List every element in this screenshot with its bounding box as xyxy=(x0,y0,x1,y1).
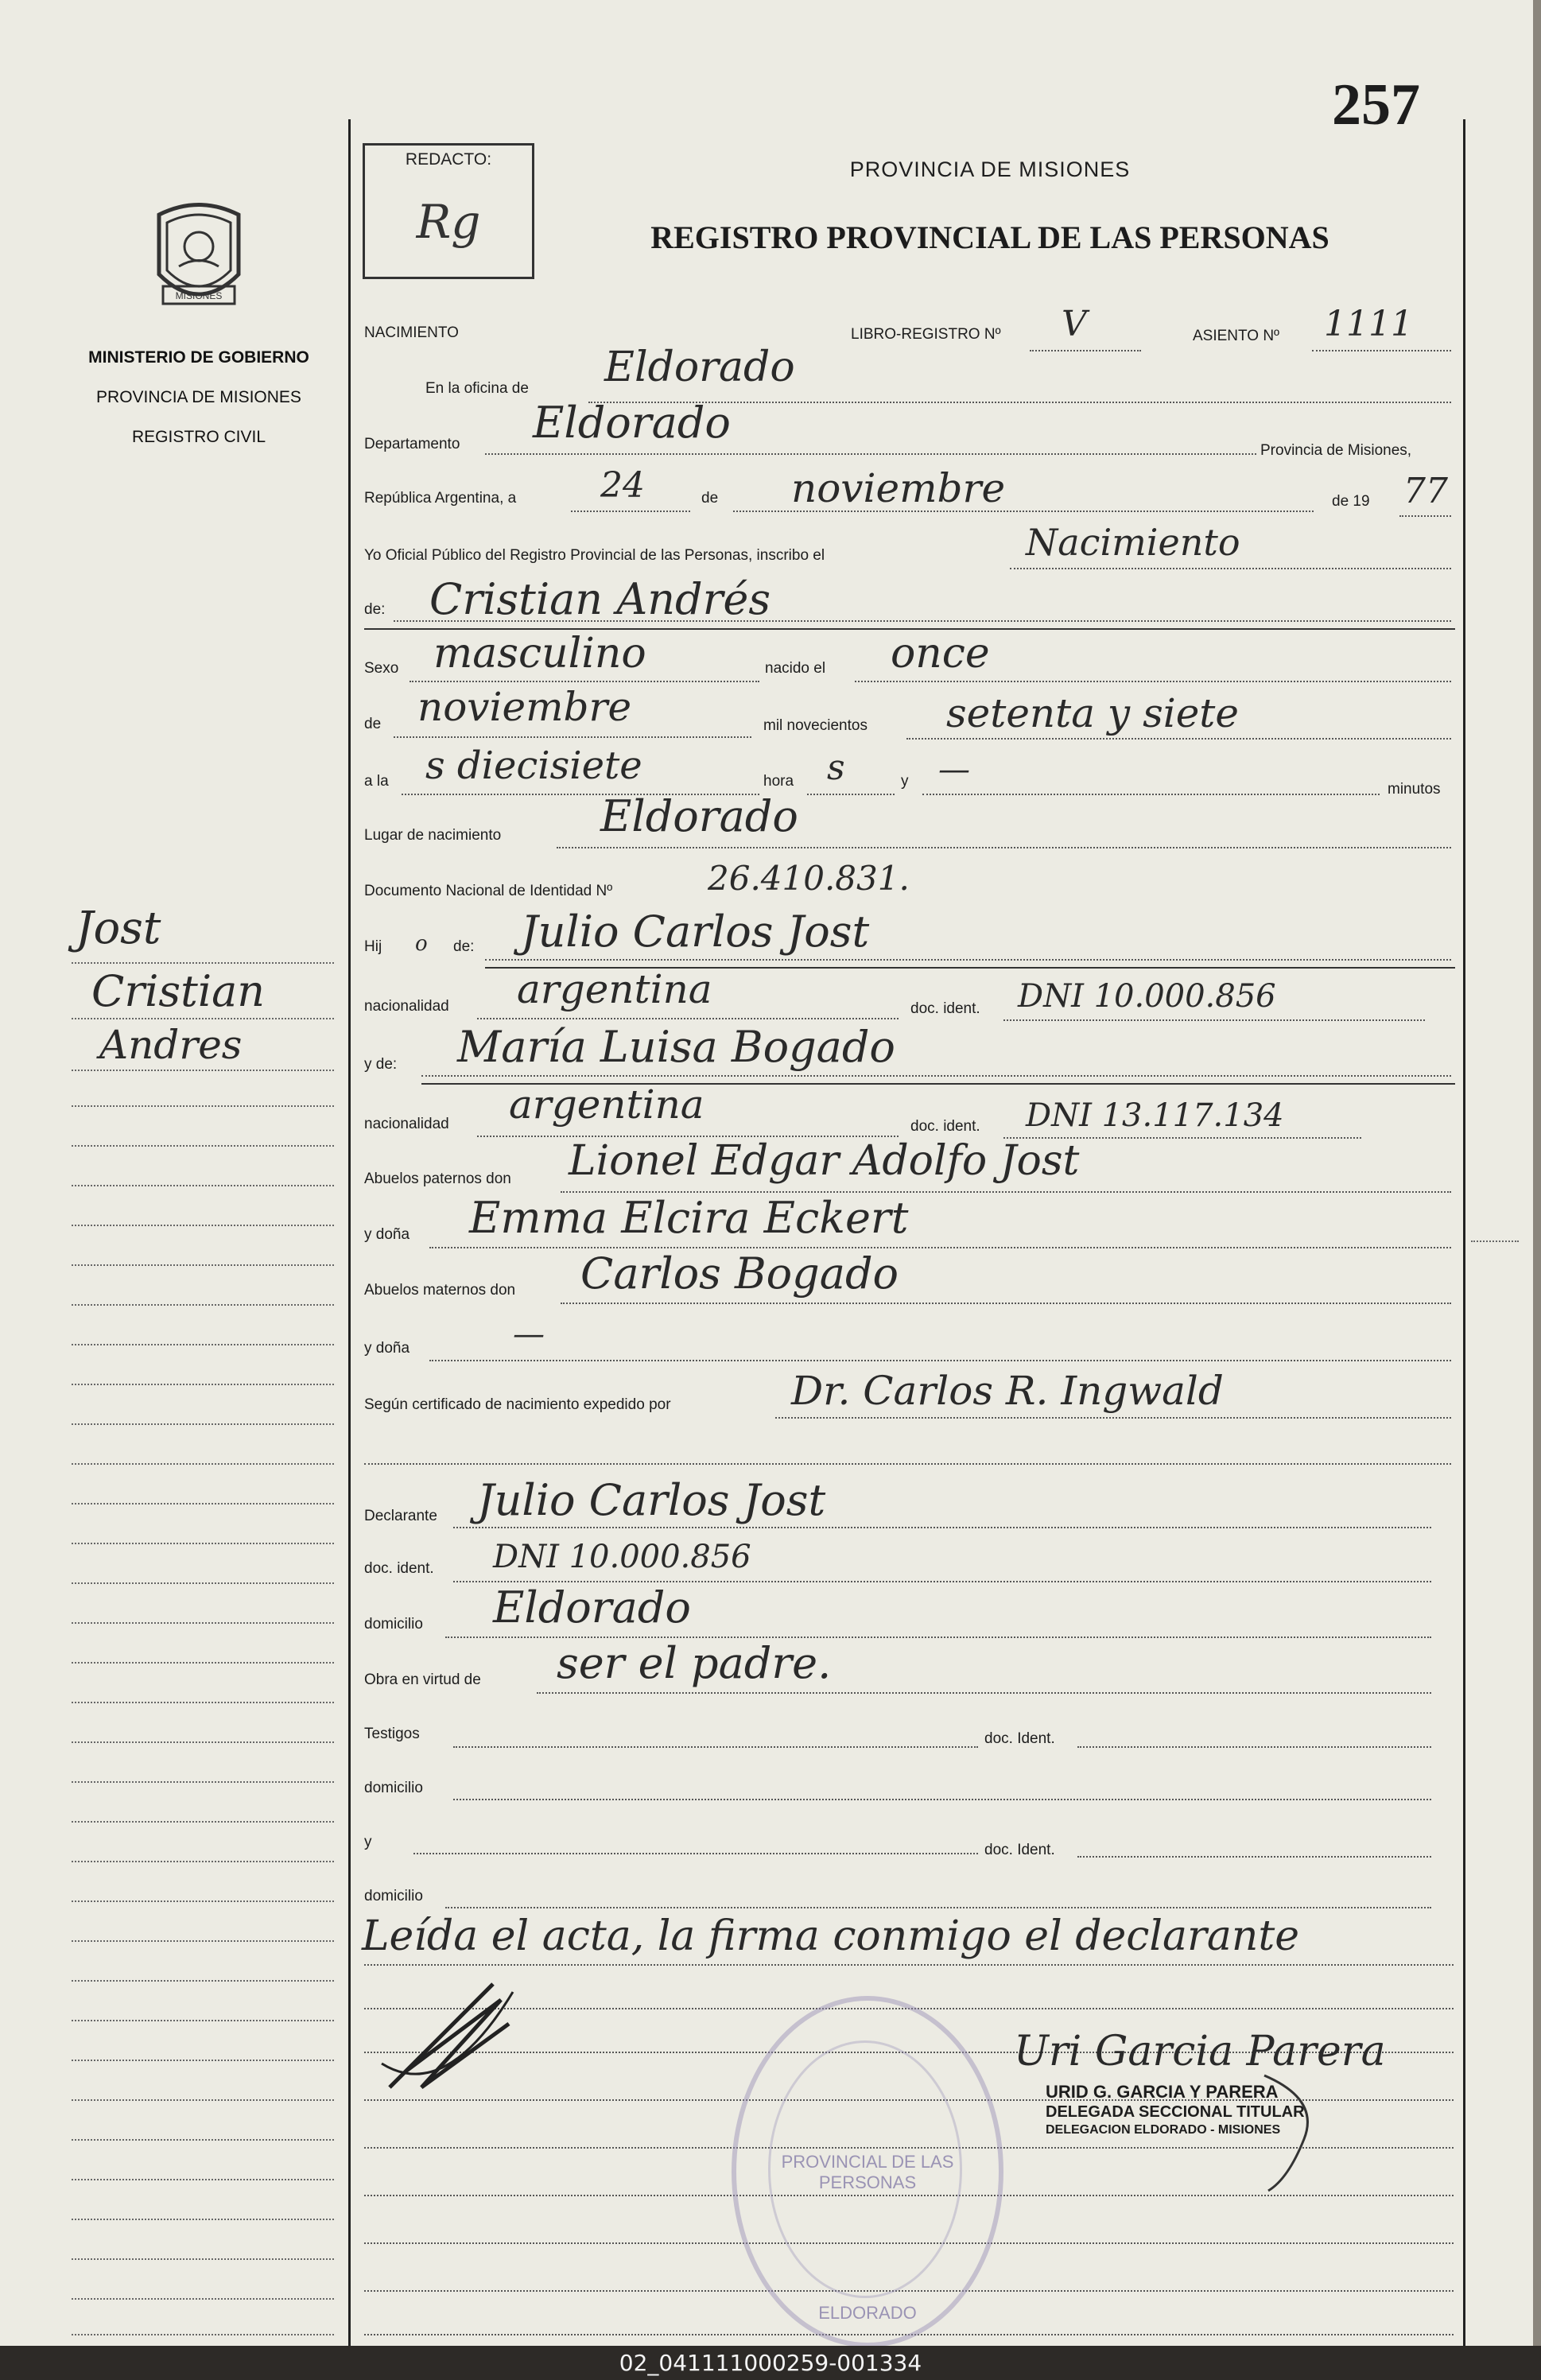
abuela-mat-value: — xyxy=(513,1316,545,1353)
abuela-mat-line xyxy=(429,1360,1451,1361)
acto-value: Nacimiento xyxy=(1026,521,1240,564)
departamento-value: Eldorado xyxy=(533,398,731,448)
sexo-label: Sexo xyxy=(364,660,399,677)
de-mes-label: de xyxy=(364,716,382,732)
margin-line xyxy=(72,1940,334,1942)
margin-given-2: Andres xyxy=(99,1022,243,1068)
nacimiento-label: NACIMIENTO xyxy=(364,324,459,341)
dia-value: 24 xyxy=(600,465,645,506)
yo-oficial-label: Yo Oficial Público del Registro Provincial de las Personas, inscribo el xyxy=(364,547,825,564)
domicilio-2-label: domicilio xyxy=(364,1888,423,1904)
stamp-text: PROVINCIAL DE LAS PERSONAS xyxy=(781,2152,954,2192)
margin-line xyxy=(72,1662,334,1664)
page-number: 257 xyxy=(1332,72,1420,138)
asiento-value: 1111 xyxy=(1324,304,1413,344)
margin-line xyxy=(72,1622,334,1624)
madre-line xyxy=(421,1075,1451,1077)
mes-value: noviembre xyxy=(791,465,1006,511)
abuelo-pat-value: Lionel Edgar Adolfo Jost xyxy=(569,1137,1080,1185)
padre-line xyxy=(485,959,1451,961)
obra-label: Obra en virtud de xyxy=(364,1671,481,1688)
ministry-block xyxy=(48,338,350,457)
testigos-domicilio-line xyxy=(453,1799,1431,1800)
dia-line xyxy=(571,511,690,512)
margin-line xyxy=(72,1980,334,1982)
doc-padre-line xyxy=(1003,1019,1425,1021)
a-la-value: s diecisiete xyxy=(425,744,642,788)
margin-line xyxy=(72,1225,334,1226)
testigos-doc-label: doc. Ident. xyxy=(984,1730,1055,1747)
de-mes-line xyxy=(394,736,751,738)
margin-line xyxy=(72,1861,334,1862)
mil-novecientos-label: mil novecientos xyxy=(763,717,868,734)
official-name: URID G. GARCIA Y PARERA xyxy=(1046,2082,1279,2102)
ministry-title: MINISTERIO DE GOBIERNO xyxy=(88,348,309,367)
nac-madre-value: argentina xyxy=(509,1081,705,1128)
margin-line xyxy=(72,962,334,964)
margin-line xyxy=(72,2020,334,2021)
de-19-label: de 19 xyxy=(1332,493,1370,510)
segun-value: Dr. Carlos R. Ingwald xyxy=(791,1368,1224,1414)
doc-padre-value: DNI 10.000.856 xyxy=(1018,978,1276,1015)
hora-line xyxy=(807,794,895,795)
hijo-de-label: de: xyxy=(453,938,475,955)
asiento-label: ASIENTO Nº xyxy=(1193,328,1279,344)
doc-declarante-value: DNI 10.000.856 xyxy=(493,1539,751,1575)
libro-label: LIBRO-REGISTRO Nº xyxy=(851,326,1001,343)
margin-line xyxy=(72,1018,334,1019)
anio-line xyxy=(1399,515,1451,517)
sexo-value: masculino xyxy=(433,630,646,678)
margin-line xyxy=(72,1463,334,1465)
official-signature: Uri Garcia Parera xyxy=(1014,2028,1386,2075)
obra-line xyxy=(537,1692,1431,1694)
margin-line xyxy=(72,1384,334,1385)
y-testigo-line xyxy=(413,1853,978,1854)
margin-line xyxy=(72,1901,334,1902)
margin-line xyxy=(72,1582,334,1584)
departamento-label: Departamento xyxy=(364,436,460,452)
minutos-value: — xyxy=(938,751,970,788)
asiento-line xyxy=(1312,350,1451,351)
right-margin-line xyxy=(1471,1240,1519,1242)
domicilio-value: Eldorado xyxy=(493,1582,691,1633)
declarante-line xyxy=(453,1527,1431,1528)
margin-line xyxy=(72,1070,334,1071)
abuelo-mat-label: Abuelos maternos don xyxy=(364,1282,516,1299)
doc-declarante-label: doc. ident. xyxy=(364,1560,434,1577)
margin-line xyxy=(72,2139,334,2141)
margin-line xyxy=(72,2219,334,2220)
madre-label: y de: xyxy=(364,1056,398,1073)
abuela-pat-value: Emma Elcira Eckert xyxy=(469,1193,909,1243)
minutos-line xyxy=(922,794,1380,795)
hijo-label: Hij xyxy=(364,938,382,955)
redacto-label: REDACTO: xyxy=(405,150,492,169)
registry-heading: REGISTRO PROVINCIAL DE LAS PERSONAS xyxy=(650,219,1329,255)
official-title: DELEGADA SECCIONAL TITULAR xyxy=(1046,2103,1305,2121)
obra-value: ser el padre. xyxy=(557,1638,832,1688)
oficina-value: Eldorado xyxy=(604,344,795,391)
testigos-label: Testigos xyxy=(364,1726,420,1742)
margin-line xyxy=(72,1543,334,1544)
stamp-bottom-text: ELDORADO xyxy=(818,2303,917,2323)
nac-padre-line xyxy=(477,1018,899,1019)
segun-line xyxy=(775,1417,1451,1419)
lugar-label: Lugar de nacimiento xyxy=(364,827,502,844)
nacido-el-label: nacido el xyxy=(765,660,826,677)
margin-line xyxy=(72,1503,334,1504)
margin-line xyxy=(72,1781,334,1783)
margin-line xyxy=(72,1821,334,1823)
abuelo-pat-label: Abuelos paternos don xyxy=(364,1171,511,1187)
margin-line xyxy=(72,2334,334,2335)
declarante-value: Julio Carlos Jost xyxy=(477,1475,826,1525)
doc-padre-label: doc. ident. xyxy=(910,1000,980,1017)
dni-label: Documento Nacional de Identidad Nº xyxy=(364,883,613,899)
republica-label: República Argentina, a xyxy=(364,490,517,507)
abuela-pat-label: y doña xyxy=(364,1226,410,1243)
anio-value: 77 xyxy=(1403,471,1448,511)
declarante-label: Declarante xyxy=(364,1508,437,1524)
province-heading: PROVINCIA DE MISIONES xyxy=(849,157,1131,181)
segun-line-2 xyxy=(364,1463,1451,1465)
margin-line xyxy=(72,2258,334,2260)
margin-line xyxy=(72,1185,334,1186)
margin-line xyxy=(72,2099,334,2101)
domicilio-label: domicilio xyxy=(364,1616,423,1633)
margin-line xyxy=(72,2298,334,2300)
acto-line xyxy=(1010,568,1451,569)
footer-id: 02_041111000259-001334 xyxy=(0,2346,1541,2380)
doc-madre-value: DNI 13.117.134 xyxy=(1026,1097,1284,1134)
margin-line xyxy=(72,1145,334,1147)
provincia-misiones-label: Provincia de Misiones, xyxy=(1260,442,1412,459)
segun-label: Según certificado de nacimiento expedido por xyxy=(364,1396,671,1413)
abuelo-mat-value: Carlos Bogado xyxy=(580,1248,899,1299)
abuelo-mat-line xyxy=(561,1303,1451,1304)
margin-surname: Jost xyxy=(76,903,161,954)
margin-line xyxy=(72,1304,334,1306)
margin-line xyxy=(72,1344,334,1345)
sexo-line xyxy=(410,681,759,682)
departamento-line xyxy=(485,453,1256,455)
testigos-domicilio-label: domicilio xyxy=(364,1780,423,1796)
y-testigo-label: y xyxy=(364,1834,372,1850)
declarant-signature xyxy=(374,1968,517,2111)
leida-line xyxy=(364,1964,1454,1966)
dni-value: 26.410.831. xyxy=(708,859,910,898)
right-border-line xyxy=(1463,119,1465,2346)
libro-value: V xyxy=(1062,304,1087,344)
province-crest-icon xyxy=(143,199,254,318)
domicilio-2-line xyxy=(445,1907,1431,1908)
libro-line xyxy=(1030,350,1141,351)
margin-line xyxy=(72,2179,334,2180)
margin-line xyxy=(72,1105,334,1107)
nac-padre-label: nacionalidad xyxy=(364,998,449,1015)
abuela-mat-label: y doña xyxy=(364,1340,410,1357)
redacto-box xyxy=(363,143,534,279)
minutos-label: minutos xyxy=(1388,781,1441,798)
doc-madre-label: doc. ident. xyxy=(910,1118,980,1135)
hora-value: s xyxy=(827,747,845,788)
nac-madre-label: nacionalidad xyxy=(364,1116,449,1132)
a-la-label: a la xyxy=(364,773,389,790)
margin-line xyxy=(72,1423,334,1425)
margin-line xyxy=(72,1741,334,1743)
oficina-label: En la oficina de xyxy=(425,380,529,397)
anio-letras-value: setenta y siete xyxy=(946,690,1239,736)
margin-line xyxy=(72,1702,334,1703)
margin-given-1: Cristian xyxy=(91,966,266,1016)
nac-padre-value: argentina xyxy=(517,966,712,1012)
testigos-doc-line xyxy=(1077,1746,1431,1748)
padre-value: Julio Carlos Jost xyxy=(521,907,870,957)
testigos-line xyxy=(453,1746,978,1748)
de-mes-value: noviembre xyxy=(417,684,632,730)
leida-text: Leída el acta, la firma conmigo el declarante xyxy=(362,1912,1300,1960)
nombre-value: Cristian Andrés xyxy=(429,574,771,624)
lugar-value: Eldorado xyxy=(600,791,798,841)
y-testigo-doc-label: doc. Ident. xyxy=(984,1842,1055,1858)
anio-letras-line xyxy=(906,738,1451,740)
nacido-el-value: once xyxy=(891,630,990,678)
signature-flourish xyxy=(1256,2067,1328,2195)
hijo-suffix: o xyxy=(415,932,428,956)
registry-stamp xyxy=(732,1996,1003,2347)
y-testigo-doc-line xyxy=(1077,1856,1431,1858)
redacto-initials: Rg xyxy=(416,195,481,249)
ministry-province: PROVINCIA DE MISIONES xyxy=(96,388,301,406)
nacido-el-line xyxy=(855,681,1451,682)
de-label-1: de xyxy=(701,490,719,507)
margin-line xyxy=(72,1264,334,1266)
ministry-civil: REGISTRO CIVIL xyxy=(131,428,266,446)
madre-value: María Luisa Bogado xyxy=(457,1022,895,1072)
margin-line xyxy=(72,2060,334,2061)
crest-text: MISIONES xyxy=(175,290,223,301)
hora-label: hora xyxy=(763,773,794,790)
y-label: y xyxy=(901,773,909,790)
lugar-line xyxy=(557,847,1451,848)
official-office: DELEGACION ELDORADO - MISIONES xyxy=(1046,2123,1281,2137)
nombre-de-label: de: xyxy=(364,601,386,618)
